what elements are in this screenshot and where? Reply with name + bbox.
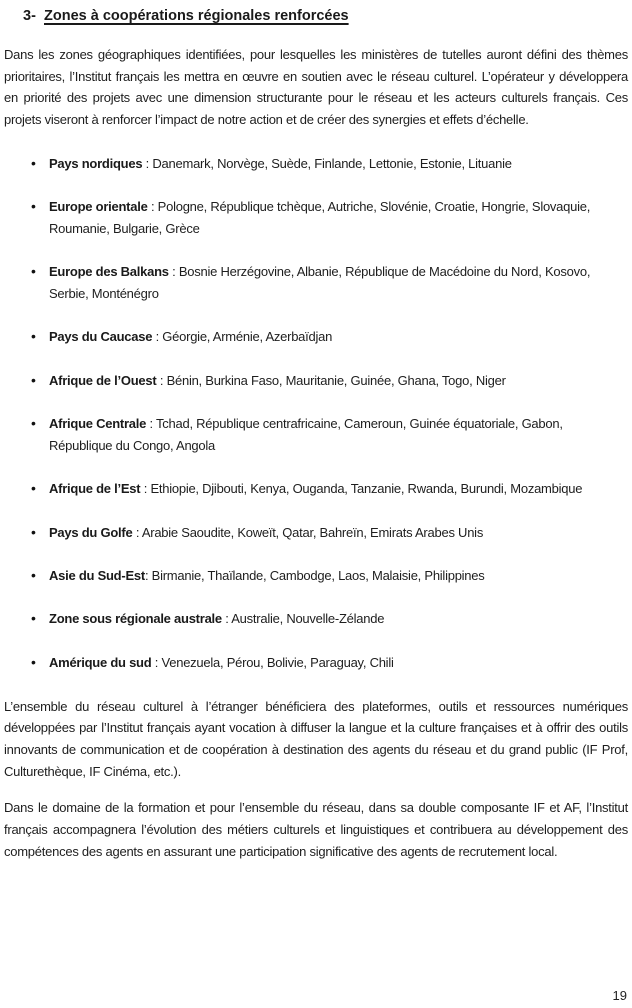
zone-separator: : <box>168 264 179 280</box>
zone-label: Zone sous régionale australe <box>49 611 222 627</box>
bullet-icon: • <box>31 154 36 171</box>
section-title: Zones à coopérations régionales renforcées <box>44 8 349 24</box>
bullet-icon: • <box>31 328 36 345</box>
list-item <box>0 413 628 456</box>
zone-text <box>49 199 590 236</box>
zone-separator: : <box>146 416 156 432</box>
zone-separator: : <box>151 654 162 670</box>
zone-text <box>49 525 483 540</box>
zone-text <box>49 264 590 301</box>
zone-label: Pays nordiques <box>49 155 143 171</box>
list-item <box>0 608 628 630</box>
zone-text <box>49 373 506 388</box>
list-item <box>0 326 628 348</box>
zone-label: Pays du Golfe <box>49 524 133 540</box>
zone-separator: : <box>156 372 167 388</box>
zone-text <box>49 655 394 670</box>
list-item <box>0 565 628 587</box>
list-item <box>0 196 628 239</box>
zone-countries: Birmanie, Thaïlande, Cambodge, Laos, Malaisie, Philippines <box>151 568 485 584</box>
zone-label: Europe orientale <box>49 199 148 215</box>
zone-countries: Géorgie, Arménie, Azerbaïdjan <box>162 329 333 345</box>
bullet-icon: • <box>31 610 36 627</box>
list-item <box>0 261 628 304</box>
list-item <box>0 652 628 674</box>
page-number: 19 <box>612 988 627 1003</box>
zone-label: Amérique du sud <box>49 654 152 670</box>
bullet-icon: • <box>31 567 36 584</box>
training-paragraph: Dans le domaine de la formation et pour l’ensemble du réseau, dans sa double composante IF et AF, l’Institut français accompagnera l’évolution des métiers culturels et linguistiques et contribuera au développement des compétences des agents en assurant une participation significative des agents de recrutement local. <box>4 800 628 859</box>
zones-list <box>0 153 628 674</box>
bullet-icon: • <box>31 371 36 388</box>
zone-countries: Bénin, Burkina Faso, Mauritanie, Guinée, Ghana, Togo, Niger <box>166 372 506 388</box>
zone-separator: : <box>144 568 152 584</box>
list-item <box>0 522 628 544</box>
zone-label: Afrique de l’Ouest <box>49 372 157 388</box>
list-item <box>0 153 628 175</box>
zone-label: Afrique de l’Est <box>49 481 141 497</box>
list-item <box>0 478 628 500</box>
zone-countries: Tchad, République centrafricaine, Cameroun, Guinée équatoriale, Gabon, République du Congo, Angola <box>49 416 563 453</box>
zone-label: Europe des Balkans <box>49 264 169 280</box>
section-heading <box>0 0 632 27</box>
zone-separator: : <box>221 611 232 627</box>
zone-label: Pays du Caucase <box>49 329 153 345</box>
zone-countries: Arabie Saoudite, Koweït, Qatar, Bahreïn, Emirats Arabes Unis <box>141 524 484 540</box>
zone-countries: Australie, Nouvelle-Zélande <box>231 611 385 627</box>
section-number: 3- <box>23 8 36 24</box>
zone-countries: Pologne, République tchèque, Autriche, Slovénie, Croatie, Hongrie, Slovaquie, Roumanie, Bulgarie, Grèce <box>49 199 591 236</box>
zone-text <box>49 416 563 453</box>
zone-separator: : <box>147 199 158 215</box>
zone-label: Afrique Centrale <box>49 416 147 432</box>
zone-label: Asie du Sud-Est <box>49 568 145 584</box>
zone-text <box>49 481 582 496</box>
bullet-icon: • <box>31 415 36 432</box>
zone-text <box>49 156 512 171</box>
bullet-icon: • <box>31 653 36 670</box>
zone-separator: : <box>132 524 142 540</box>
zone-text <box>49 568 485 583</box>
zone-text <box>49 611 384 626</box>
list-item <box>0 370 628 392</box>
bullet-icon: • <box>31 263 36 280</box>
bullet-icon: • <box>31 198 36 215</box>
zone-separator: : <box>140 481 151 497</box>
zone-separator: : <box>152 329 163 345</box>
zone-countries: Venezuela, Pérou, Bolivie, Paraguay, Chili <box>161 654 394 670</box>
bullet-icon: • <box>31 480 36 497</box>
network-paragraph: L’ensemble du réseau culturel à l’étranger bénéficiera des plateformes, outils et ressources numériques développées par l’Institut français ayant vocation à diffuser la langue et la culture françaises et à offrir des outils innovants de communication et de coopération à destination des agents du réseau et du grand public (IF Prof, Culturethèque, IF Cinéma, etc.). <box>4 698 628 779</box>
zone-separator: : <box>142 155 153 171</box>
zone-countries: Bosnie Herzégovine, Albanie, République de Macédoine du Nord, Kosovo, Serbie, Monténégro <box>49 264 591 301</box>
bullet-icon: • <box>31 523 36 540</box>
zone-countries: Ethiopie, Djibouti, Kenya, Ouganda, Tanzanie, Rwanda, Burundi, Mozambique <box>150 481 583 497</box>
intro-paragraph: Dans les zones géographiques identifiées, pour lesquelles les ministères de tutelles auront défini des thèmes prioritaires, l’Institut français les mettra en œuvre en soutien avec le réseau culturel. L’opérateur y développera en priorité des projets avec une dimension structurante pour le réseau et les acteurs culturels français. Ces projets viseront à renforcer l’impact de notre action et de créer des synergies et effets d’échelle. <box>4 47 628 128</box>
zone-countries: Danemark, Norvège, Suède, Finlande, Lettonie, Estonie, Lituanie <box>152 155 512 171</box>
zone-text <box>49 329 332 344</box>
